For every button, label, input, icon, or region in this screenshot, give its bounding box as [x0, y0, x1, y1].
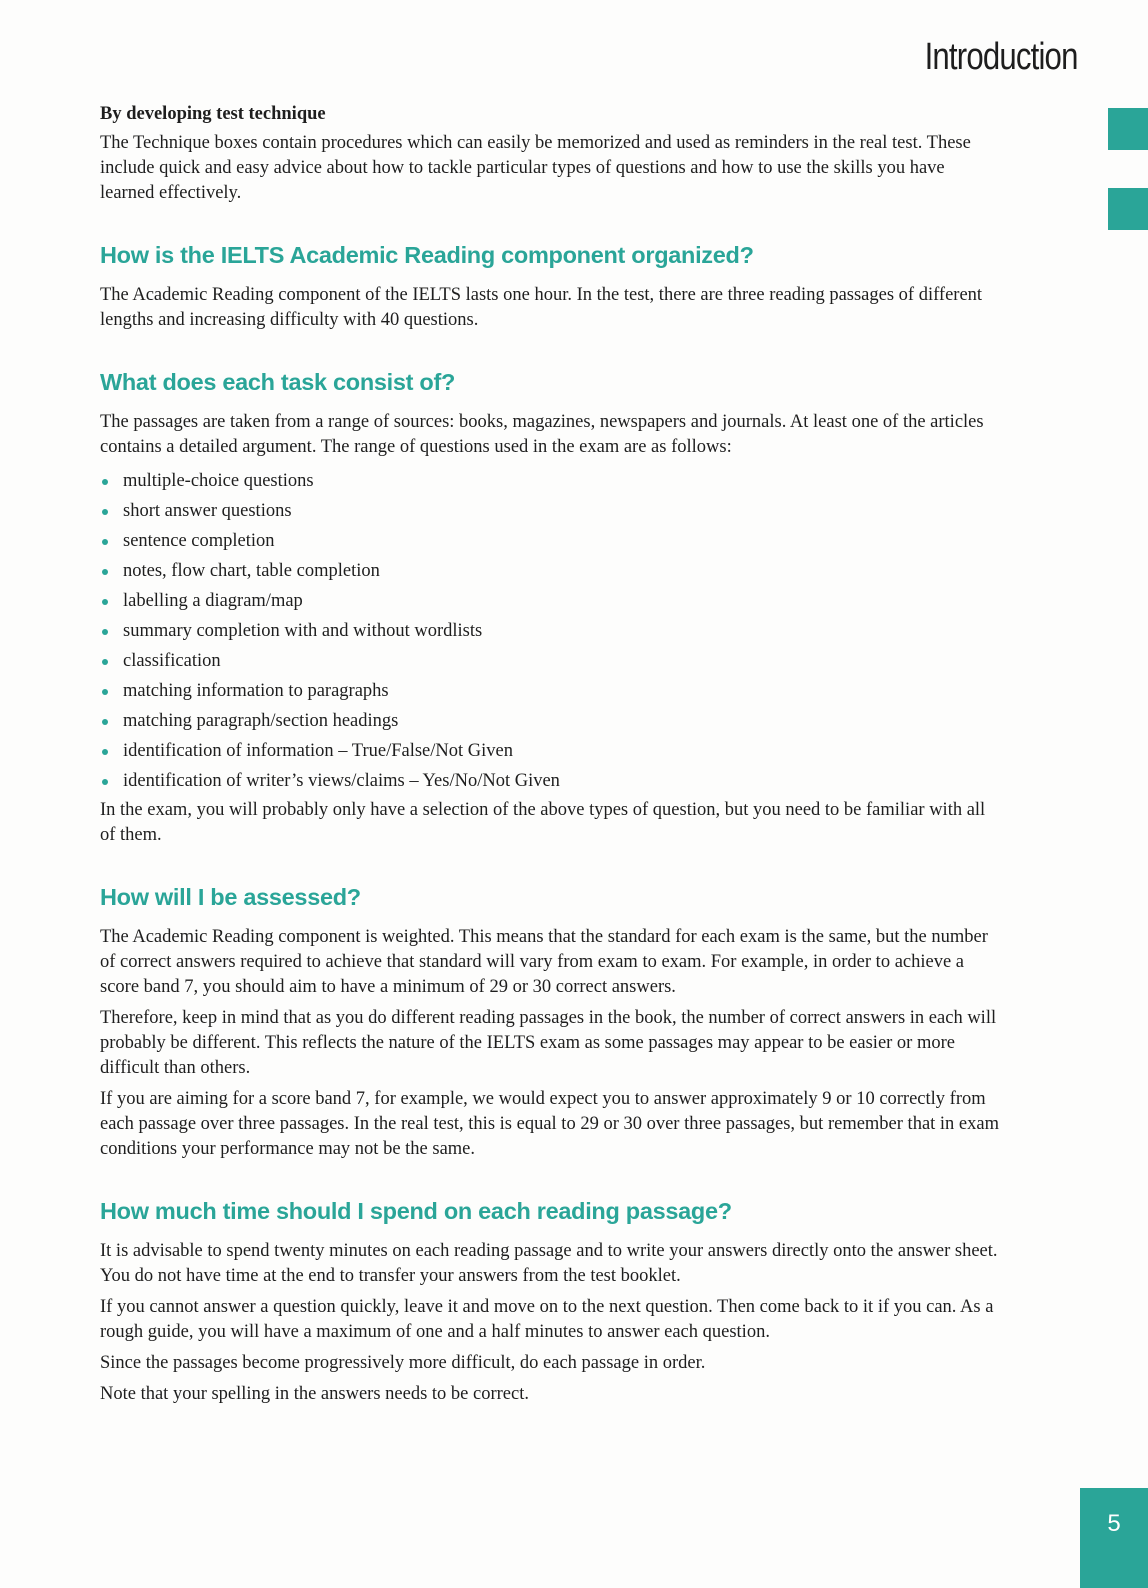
bullet-icon	[102, 659, 108, 665]
section-tab-marker	[1108, 108, 1148, 150]
paragraph: Since the passages become progressively more difficult, do each passage in order.	[100, 1353, 706, 1373]
paragraph: Therefore, keep in mind that as you do different reading passages in the book, the number of correct answers in each will probably be different. This reflects the nature of the IELTS exam as some passages may appear to be easier or more difficult than others.	[100, 1008, 997, 1078]
list-item: notes, flow chart, table completion	[100, 556, 1000, 586]
page-number: 5	[1107, 1510, 1121, 1537]
section-timing	[100, 1198, 1000, 1407]
bullet-icon	[102, 779, 108, 785]
bullet-icon	[102, 629, 108, 635]
list-item: sentence completion	[100, 526, 1000, 556]
paragraph: Note that your spelling in the answers needs to be correct.	[100, 1384, 529, 1404]
bullet-icon	[102, 599, 108, 605]
paragraph: The Academic Reading component is weighted. This means that the standard for each exam is the same, but the number of correct answers required to achieve that standard will vary from exam to exam. For example, in order to achieve a score band 7, you should aim to have a minimum of 29 or 30 correct answers.	[100, 927, 988, 997]
intro-paragraph: The Technique boxes contain procedures which can easily be memorized and used as reminders in the real test. These include quick and easy advice about how to tackle particular types of questions and how to use the skills you have learned effectively.	[100, 133, 971, 203]
intro-section	[100, 104, 1000, 206]
list-item: summary completion with and without wordlists	[100, 616, 1000, 646]
section-task-types	[100, 369, 1000, 848]
question-types-list	[100, 466, 1000, 796]
section-heading: How will I be assessed?	[100, 884, 361, 910]
section-tab-marker	[1108, 188, 1148, 230]
list-item: matching information to paragraphs	[100, 676, 1000, 706]
bullet-icon	[102, 479, 108, 485]
section-heading: What does each task consist of?	[100, 369, 456, 395]
paragraph: The passages are taken from a range of sources: books, magazines, newspapers and journals. At least one of the articles contains a detailed argument. The range of questions used in the exam are as follows:	[100, 412, 984, 457]
list-item: short answer questions	[100, 496, 1000, 526]
paragraph: In the exam, you will probably only have a selection of the above types of question, but you need to be familiar with all of them.	[100, 800, 986, 845]
page-header-title: Introduction	[925, 36, 1078, 78]
page-number-box	[1080, 1488, 1148, 1588]
list-item: multiple-choice questions	[100, 466, 1000, 496]
list-item: identification of information – True/False/Not Given	[100, 736, 1000, 766]
section-heading: How is the IELTS Academic Reading component organized?	[100, 242, 754, 268]
bullet-icon	[102, 569, 108, 575]
bullet-icon	[102, 719, 108, 725]
paragraph: If you cannot answer a question quickly, leave it and move on to the next question. Then come back to it if you can. As a rough guide, you will have a maximum of one and a half minutes to answer each question.	[100, 1297, 994, 1342]
bullet-icon	[102, 509, 108, 515]
list-item: labelling a diagram/map	[100, 586, 1000, 616]
bullet-icon	[102, 749, 108, 755]
paragraph: If you are aiming for a score band 7, for example, we would expect you to answer approximately 9 or 10 correctly from each passage over three passages. In the real test, this is equal to 29 or 30 over three passages, but remember that in exam conditions your performance may not be the same.	[100, 1089, 999, 1159]
page-content	[100, 104, 1000, 1413]
section-assessment	[100, 884, 1000, 1162]
list-item: matching paragraph/section headings	[100, 706, 1000, 736]
bullet-icon	[102, 539, 108, 545]
list-item: classification	[100, 646, 1000, 676]
section-heading: How much time should I spend on each reading passage?	[100, 1198, 732, 1224]
bullet-icon	[102, 689, 108, 695]
paragraph: It is advisable to spend twenty minutes on each reading passage and to write your answers directly onto the answer sheet. You do not have time at the end to transfer your answers from the test booklet.	[100, 1241, 998, 1286]
paragraph: The Academic Reading component of the IELTS lasts one hour. In the test, there are three reading passages of different lengths and increasing difficulty with 40 questions.	[100, 285, 983, 330]
list-item: identification of writer’s views/claims – Yes/No/Not Given	[100, 766, 1000, 796]
intro-subheading: By developing test technique	[100, 104, 326, 124]
section-organization	[100, 242, 1000, 333]
